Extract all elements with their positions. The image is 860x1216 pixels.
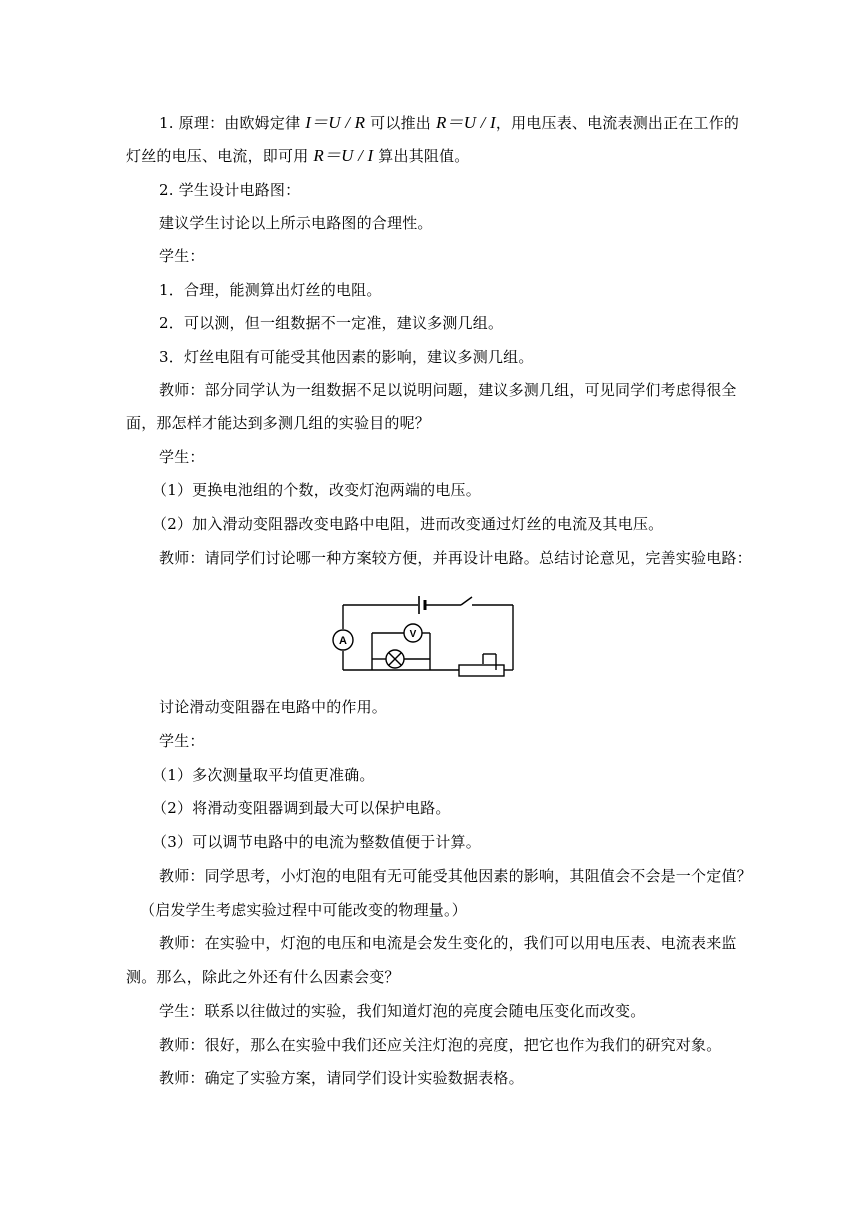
circuit-diagram [326, 588, 522, 684]
paragraph: 讨论滑动变阻器在电路中的作用。 [159, 698, 388, 716]
text-span: ，用电压表、电流表测出正在工作的 [495, 114, 740, 132]
list-item: 1．合理，能测算出灯丝的电阻。 [159, 281, 382, 299]
teacher-paragraph-line: 教师：部分同学认为一组数据不足以说明问题，建议多测几组，可见同学们考虑得很全 [159, 381, 737, 399]
teacher-paragraph: 教师：确定了实验方案，请同学们设计实验数据表格。 [159, 1069, 524, 1087]
voltmeter-label: V [409, 629, 417, 640]
heading-circuit-design: 2. 学生设计电路图： [159, 181, 301, 199]
switch-icon [461, 597, 472, 605]
ohm-law-formula: I＝U / R [305, 113, 366, 132]
teacher-paragraph-line: 教师：请同学们讨论哪一种方案较方便，并再设计电路。总结讨论意见，完善实验电路： [159, 549, 752, 567]
paragraph: 建议学生讨论以上所示电路图的合理性。 [159, 214, 433, 232]
list-item: 3．灯丝电阻有可能受其他因素的影响，建议多测几组。 [159, 348, 534, 366]
speaker-student: 学生： [159, 247, 205, 265]
teacher-paragraph-line: 教师：同学思考，小灯泡的电阻有无可能受其他因素的影响，其阻值会不会是一个定值？ [159, 867, 752, 885]
list-item: （1）更换电池组的个数，改变灯泡两端的电压。 [152, 481, 481, 499]
ammeter-label: A [339, 635, 347, 647]
list-item: （2）加入滑动变阻器改变电路中电阻，进而改变通过灯丝的电流及其电压。 [152, 515, 664, 533]
speaker-student: 学生： [159, 732, 205, 750]
text-span: 1. 原理：由欧姆定律 [159, 114, 306, 132]
student-paragraph: 学生：联系以往做过的实验，我们知道灯泡的亮度会随电压变化而改变。 [159, 1002, 646, 1020]
teacher-paragraph-line: （启发学生考虑实验过程中可能改变的物理量。） [140, 901, 467, 919]
text-span: 灯丝的电压、电流，即可用 [126, 147, 314, 165]
text-span: 算出其阻值。 [373, 147, 470, 165]
teacher-paragraph-line: 测。那么，除此之外还有什么因素会变？ [126, 968, 400, 986]
principle-line-2 [126, 146, 470, 166]
list-item: （3）可以调节电路中的电流为整数值便于计算。 [152, 833, 481, 851]
teacher-paragraph-line: 面，那怎样才能达到多测几组的实验目的呢？ [126, 414, 431, 432]
rheostat-icon [459, 665, 504, 676]
speaker-student: 学生： [159, 448, 205, 466]
list-item: 2．可以测，但一组数据不一定准，建议多测几组。 [159, 314, 504, 332]
list-item: （1）多次测量取平均值更准确。 [152, 766, 375, 784]
list-item: （2）将滑动变阻器调到最大可以保护电路。 [152, 799, 451, 817]
teacher-paragraph-line: 教师：在实验中，灯泡的电压和电流是会发生变化的，我们可以用电压表、电流表来监 [159, 934, 737, 952]
resistance-formula: R＝U / I [313, 146, 374, 165]
teacher-paragraph: 教师：很好，那么在实验中我们还应关注灯泡的亮度，把它也作为我们的研究对象。 [159, 1036, 722, 1054]
text-span: 可以推出 [365, 114, 436, 132]
resistance-formula: R＝U / I [435, 113, 496, 132]
principle-line-1 [159, 113, 739, 133]
